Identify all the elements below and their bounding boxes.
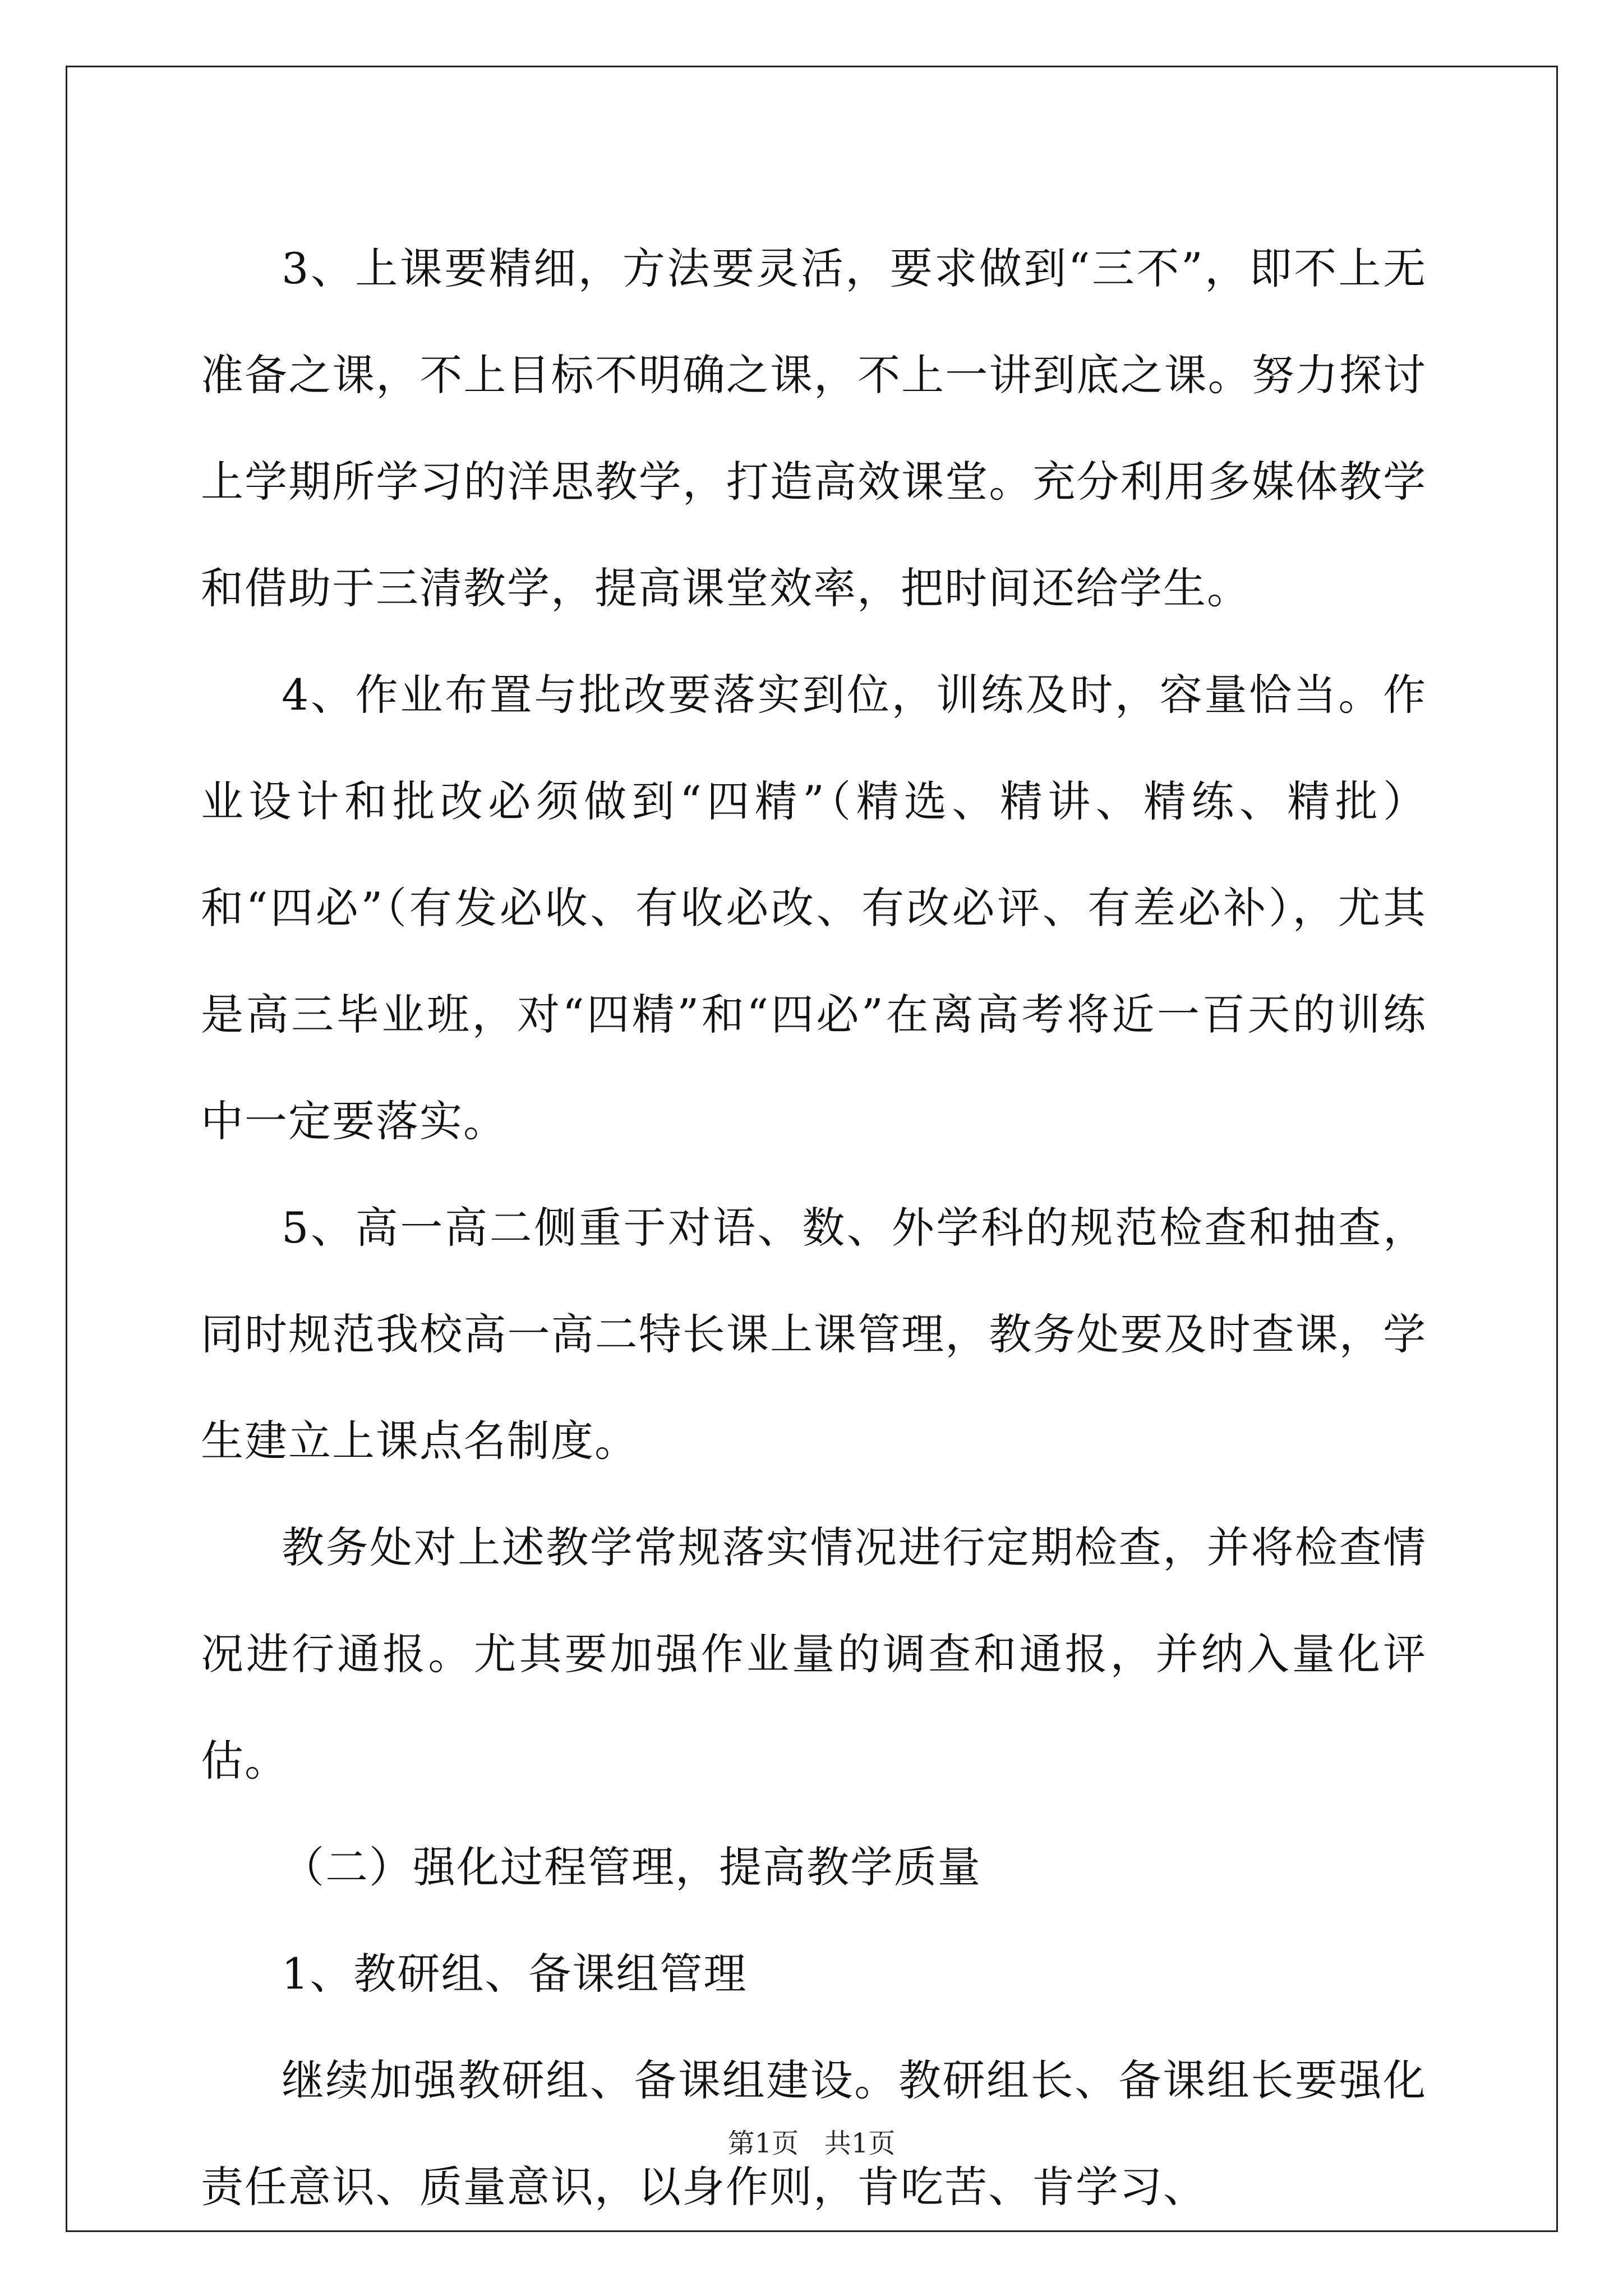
- document-body: [201, 215, 1427, 2240]
- paragraph-group-management: 继续加强教研组、备课组建设。教研组长、备课组长要强化责任意识、质量意识，以身作则，肯吃苦、肯学习、: [201, 2055, 1427, 2212]
- page-footer: 第1页 共1页: [727, 2128, 896, 2159]
- paragraph-regular-inspection: 教务处对上述教学常规落实情况进行定期检查，并将检查情况进行通报。尤其要加强作业量的调查和通报，并纳入量化评估。: [201, 1522, 1427, 1786]
- paragraph-subject-inspection: 5、高一高二侧重于对语、数、外学科的规范检查和抽查，同时规范我校高一高二特长课上课管理，教务处要及时查课，学生建立上课点名制度。: [201, 1203, 1427, 1466]
- subsection-heading: 1、教研组、备课组管理: [282, 1949, 748, 1999]
- paragraph-homework-requirements: 4、作业布置与批改要落实到位，训练及时，容量恰当。作业设计和批改必须做到“四精”（精选、精讲、精练、精批）和“四必”（有发必收、有收必改、有改必评、有差必补），尤其是高三毕业班，对“四精”和“四必”在离高考将近一百天的训练中一定要落实。: [201, 670, 1427, 1146]
- paragraph-class-requirements: 3、上课要精细，方法要灵活，要求做到“三不”，即不上无准备之课，不上目标不明确之课，不上一讲到底之课。努力探讨上学期所学习的洋思教学，打造高效课堂。充分利用多媒体教学和借助于三清教学，提高课堂效率，把时间还给学生。: [201, 243, 1427, 613]
- section-heading: （二）强化过程管理，提高教学质量: [282, 1842, 981, 1892]
